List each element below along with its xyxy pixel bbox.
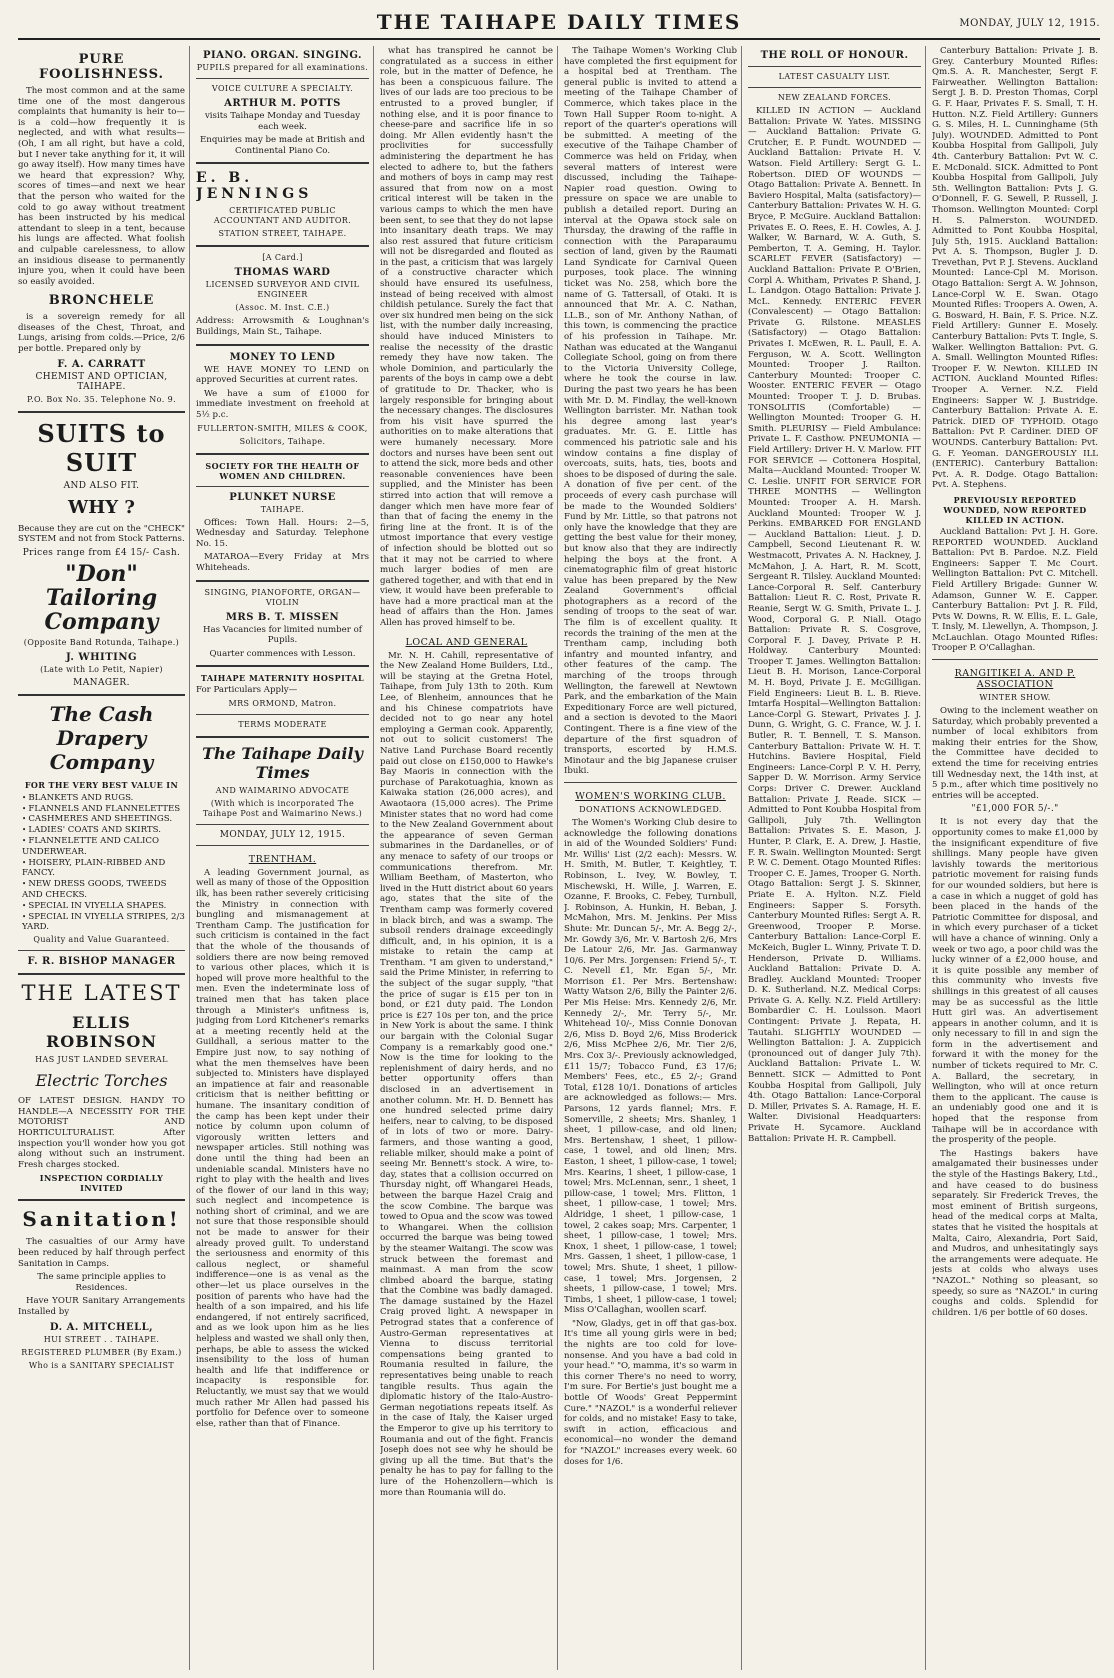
terms-moderate: TERMS MODERATE (238, 719, 327, 729)
local-general-heading: LOCAL AND GENERAL (405, 636, 528, 648)
columns (18, 46, 1100, 1670)
local-general-body: Mr. N. H. Cahill, representative of the New Zealand Home Builders, Ltd., will be staying at the Gretna Hotel, Taihape, from July 13th to 20th. Kum Lee, of Blenheim, announces that he and his Chinese compatriots have decided not to go near any hotel employing a German cook. Apparently, not out to solicit customers! The Native Land Purchase Board recently paid out close on £150,000 to Hawke's Bay Maoris in connection with the purchase of Parakotuaghia, known as Kaiwaka station (26,000 acres), and Awaotaora (15,000 acres). The Prime Minister states that no word had come to the New Zealand Government about the appearance of seven German submarines in the Dardanelles, or of any menace to safety of our troops or communications therefrom. Mr. William Beetham, of Masterton, who lived in the Hutt district about 60 years ago, states that the site of the Trentham camp was formerly covered in black birch, and was a swamp. The subsoil renders drainage exceedingly difficult, and, in his opinion, it is a mistake to retain the camp at Trentham. "I am given to understand," said the Prime Minister, in referring to the subject of the sugar supply, "that the price of sugar is £15 per ton in bond, or £21 duty paid. The London price is £27 10s per ton, and the price in New York is about the same. I think our bargain with the Colonial Sugar Company is a remarkably good one." Now is the time for looking to the replenishment of dairy herds, and no better opportunity offers than disclosed in an advertisement in another column. Mr. H. D. Bennett has one hundred selected prime dairy heifers, near to calving, to be disposed of in lots of two or more. Dairy-farmers, and those wanting a good, reliable milker, should make a point of seeing Mr. Bennett's stock. A wire, to-day, states that a collision occurred on Thursday night, off Whangarei Heads, between the barque Hazel Craig and the scow Combine. The barque was towed to Opua and the scow was towed to Whangarei. When the collision occurred the barque was being towed by the steamer Waitangi. The scow was struck between the foremast and mainmast. A man from the scow climbed aboard the barque, stating that the Combine was badly damaged. The damage sustained by the Hazel Craig proved light. A newspaper in Petrograd states that a conference of Austro-German representatives at Vienna to discuss territorial compensations being granted to Roumania resulted in failure, the representatives being unable to reach tangible results. Thus again the diplomatic history of the Italo-Austro-German negotiations repeats itself. As in the case of Italy, the Kaiser urged the Emperor to give up his territory to Roumania and out of the fight. Francis Joseph does not see why he should be giving up all the time. But that's the penalty he has to pay for falling to the lure of the Hohenzollern—which is more than Roumania will do. (380, 650, 553, 1498)
card-label: [A Card.] (262, 253, 303, 263)
electric-torches-body: OF LATEST DESIGN. HANDY TO HANDLE—A NECESSITY FOR THE MOTORIST AND HORTICULTURALIST. After inspection you'll wonder how you got along without such an instrument. Fresh charges stocked. (18, 1096, 185, 1170)
hastings-body: The Hastings bakers have amalgamated their businesses under the style of the Hastings Bakery, Ltd., and have ceased to do business separately. Sir Frederick Treves, the most eminent of British surgeons, head of the medical corps at Malta, states that he visited the hospitals at Malta, Cairo, Alexandria, Port Said, and Mudros, and unhesitatingly says the arrangements were adequate. He jests at colds who always uses "NAZOL." Nothing so pleasant, so speedy, so sure as "NAZOL" in curing coughs and colds. Splendid for children. 1/6 per bottle of 60 doses. (932, 1148, 1098, 1318)
trentham-body: A leading Government journal, as well as many of those of the Opposition ilk, has been rather severely criticising the Ministry in connection with bungling and mismanagement at Trentham Camp. The justification for such criticism is contained in the fact that the whole of the thousands of soldiers there are now being removed to various other places, which it is hoped will prove more healthful to the men. Even the indeterminate loss of trained men that has taken place through a Minister's unfitness is, judging from Lord Kitchener's remarks at a meeting recently held at the Guildhall, a serious matter to the Empire just now, to say nothing of what the men themselves have been subjected to. Ministers have displayed an impatience at fair and reasonable criticism that is neither befitting or humane. The insanitary condition of the camp has been kept under their notice by column upon column of vigorously written letters and newspaper articles. Still nothing was done until the thing had been an undeniable scandal. Ministers have no right to play with the health and lives of the flower of our land in this way; such neglect and incompetence is nothing short of criminal, and we are not sure that those responsible should not be made to answer for their already proved guilt. To understand the seriousness and enormity of this callous neglect, or shameful indifference—one is as venal as the other—let us place ourselves in the position of parents who have had the health of a son impaired, and his life endangered, if not entirely sacrificed, and as we look upon him as he lies helpless and wasted we shall only then, perhaps, be able to assess the wicked insensibility to the loss of human health and life that indifference or incapacity is responsible for. Reluctantly, we must say that we would much rather Mr Allen had passed his portfolio for Defence over to someone else, rather than that of Finance. (196, 867, 369, 1429)
column-3 (380, 46, 558, 1670)
list-item: • BLANKETS AND RUGS. (18, 793, 185, 804)
divider (196, 580, 369, 582)
divider (748, 87, 921, 88)
suits-prices: Prices range from £4 15/- Cash. (22, 547, 181, 558)
plunket-mataroa: MATAROA—Every Friday at Mrs Whiteheads. (196, 552, 369, 573)
ward-assoc: (Assoc. M. Inst. C.E.) (235, 303, 330, 313)
sanitation-heading: Sanitation! (22, 1207, 181, 1232)
list-item: • HOISERY, PLAIN-RIBBED AND FANCY. (18, 858, 185, 880)
mitchell-street: HUI STREET . . TAIHAPE. (43, 1334, 160, 1344)
previously-reported-body: Auckland Battalion: Pvt J. H. Gore. REPORTED WOUNDED. Auckland Battalion: Pvt B. Pardoe. N.Z. Field Engineers: Sapper T. Mc Court. Wellington Battalion: Pvt C. Mitchell. Field Artillery Brigade: Gunner W. Adamson, Gunner W. E. Capper. Canterbury Battalion: Pvt J. R. Fild, Pvts W. Downs, R. W. Ellis, E. L. Gale, T. Insly, M. Llewellyn, A. Thompson, J. McLauchlan. Otago Mounted Rifles: Trooper P. O'Callaghan. (932, 526, 1098, 654)
sanitation-body-3: Have YOUR Sanitary Arrangements Installed by (18, 1296, 185, 1317)
nazol-verse: "Now, Gladys, get in off that gas-box. It's time all young girls were in bed; the nights are too cold for love-nonsense. And you have a bad cold in your head." "O, mamma, it's so warm in this corner There's no need to worry, I'm sure. For Bertie's just bought me a bottle Of Woods' Great Peppermint Cure." "NAZOL" is a wonderful reliever for colds, and no mistake! Easy to take, swift in action, efficacious and economical—no wonder the demand for "NAZOL" increases every week. 60 doses for 1/6. (564, 1318, 737, 1467)
money-firm: FULLERTON-SMITH, MILES & COOK, (197, 423, 368, 433)
missen-name: MRS B. T. MISSEN (225, 611, 340, 623)
roll-of-honour-body: KILLED IN ACTION — Auckland Battalion: Private W. Yates. MISSING — Auckland Battalion: Private G. Crutcher, E. P. Fundt. WOUNDED — Auckland Battalion: Private H. V. Watson. Field Artillery: Sergt G. L. Robertson. DIED OF WOUNDS — Otago Battalion: Private A. Bennett. In Baviero Hospital, Malta (satisfactory)—Canterbury Battalion: Privates W. H. G. Bryce, P. McGuire. Auckland Battalion: Privates E. O. Rees, E. H. Cowles, A. J. Walker, W. Barnard, W. A. Guth, S. Pemberton, T. A. Geming, H. Taylor. SCARLET FEVER (Satisfactory) — Auckland Battalion: Private P. O'Brien, Corpl A. Whitham, Privates P. Shand, J. L. Landgon. Otago Battalion: Private J. McL. Kennedy. ENTERIC FEVER (Convalescent) — Otago Battalion: Private G. Rilstone. MEASLES (Satisfactory) — Otago Battalion: Privates I. McEwen, R. L. Paull, E. A. Ferguson, W. A. Scott. Wellington Mounted: Trooper J. Railton. Canterbury Mounted: Trooper C. Wooster. ENTERIC FEVER — Otago Mounted: Trooper T. J. D. Brubas. TONSOLITIS (Comfortable) — Wellington Mounted: Trooper G. H. Smith. PLEURISY — Field Ambulance: Private L. F. Casthow. PNEUMONIA — Field Artillery: Driver H. V. Marlow. FIT FOR SERVICE — Cottonera Hospital, Malta—Auckland Mounted: Trooper W. C. Leslie. UNFIT FOR SERVICE FOR THREE MONTHS — Wellington Mounted: Trooper A. H. Marsh. Auckland Mounted: Trooper W. J. Perkins. EMBARKED FOR ENGLAND — Auckland Battalion: Lieut. J. D. Campbell, Second Lieutenant R. W. Westmacott, Privates A. N. Hackney, J. McMahon, J. A. Hart, R. M. Scott, Sergeant R. Tilsley. Auckland Mounted: Lance-Corporal R. Self. Canterbury Battalion: Lieut R. C. Rost, Private R. Reanie, Sergt W. G. Smith, Private L. J. Wood, Corporal G. P. Niall. Otago Battalion: Private R. S. Cosgrove, Corporal F. J. Davey, Private P. H. Holdway. Canterbury Mounted: Trooper T. James. Wellington Battalion: Lieut B. H. Morison, Lance-Corporal M. H. Boyd, Private J. E. McGilligan. Field Engineers: Lieut B. L. B. Rieve. Imtarfa Hospital—Wellington Battalion: Lance-Corpl G. Stewart, Privates J. J. Dunn, G. Wright, G. C. France, W. J. I. Butler, R. T. Bennell, T. S. Manson. Canterbury Battalion: Private W. H. T. Hutchins. Baviere Hospital, Field Engineers: Lance-Corpl P. V. H. Perry, Sapper D. W. Morrison. Army Service Corps: Driver C. Drewer. Auckland Battalion: Private J. Reade. SICK — Admitted to Pont Koubba Hospital from Gallipoli, July 7th. Wellington Battalion: Privates S. E. Mason, J. Hunter, P. Clark, E. A. Drew, J. Hastie, F. R. Swain. Wellington Mounted: Sergt P. W. C. Dement. Otago Mounted Rifles: Trooper C. E. James, Trooper G. North. Otago Battalion: Sergt J. S. Skinner, Priate E. A. Hylton. N.Z. Field Engineers: Sapper S. Forsyth. Canterbury Mounted Rifles: Sergt A. R. Greenwood, Trooper P. Morse. Canterbury Battalion: Lance-Corpl E. McKeich, Bugler L. Winny, Private T. D. Henderson, Private D. Williams. Auckland Battalion: Private D. A. Bradley. Auckland Mounted: Trooper D. K. Sutherland. N.Z. Medical Corps: Private G. A. Kelly. N.Z. Field Artillery: Bombardier C. H. Loulsson. Maori Contingent: Private J. Repata, H. Tautahi. SLIGHTLY WOUNDED — Wellington Battalion: J. A. Zuppicich (pronounced out of danger July 7th). Auckland Battalion: Private L. W. Bennett. SICK — Admitted to Pont Koubba Hospital from Gallipoli, July 4th. Otago Battalion: Lance-Corporal D. Miller, Privates S. A. Ramage, H. E. Walter. Divisional Headquarters: Private H. Sycamore. Auckland Battalion: Private H. R. Campbell. (748, 106, 921, 1144)
money-body-1: WE HAVE MONEY TO LEND on approved Securities at current rates. (196, 364, 369, 386)
divider (196, 344, 369, 346)
paper-advocate: AND WAIMARINO ADVOCATE (215, 785, 350, 795)
mitchell-role: REGISTERED PLUMBER (By Exam.) (21, 1347, 182, 1357)
roll-of-honour-heading: THE ROLL OF HONOUR. (760, 50, 909, 61)
the-latest-heading: THE LATEST (21, 981, 182, 1006)
ellis-robinson-sub: HAS JUST LANDED SEVERAL (35, 1055, 168, 1065)
newspaper-title: THE TAIHAPE DAILY TIMES (376, 10, 742, 34)
maternity-heading: TAIHAPE MATERNITY HOSPITAL (200, 673, 365, 684)
nz-forces: NEW ZEALAND FORCES. (777, 93, 892, 102)
latest-casualty-list: LATEST CASUALTY LIST. (778, 72, 891, 81)
rangitikei-heading: RANGITIKEI A. AND P. ASSOCIATION (954, 668, 1076, 691)
sanitation-body-2: The same principle applies to Residences. (37, 1272, 166, 1293)
divider (564, 782, 737, 783)
prize-body: It is not every day that the opportunity comes to make £1,000 by the insignificant expenditure of five shillings. Many people have given lavishly towards the meritorious patriotic movement for raising funds for our wounded soldiers, but here is a case in which a nugget of gold has been placed in the hands of the Patriotic Committee for disposal, and in which every purchaser of a ticket will have a chance of winning. Only a week or two ago, a poor child was the lucky winner of a £2,000 house, and it is quite possible any member of this community who invests five shillings in this greatest of all causes may be as successful as the little Hutt girl was. An advertisement appears in another column, and it is only necessary to fill in and sign the form in the advertisement and forward it with the money for the number of tickets required to Mr. C. A. Ballard, the secretary, in Wellington, who will at once return them to the applicant. The cause is an undeniably good one and it is hoped that the response from Taihape will be in accordance with the prosperity of the people. (932, 817, 1098, 1146)
why-heading: WHY ? (68, 496, 135, 518)
missen-quarter: Quarter commences with Lesson. (209, 648, 356, 659)
list-item: • CASHMERES AND SHEETINGS. (18, 814, 185, 825)
money-heading: MONEY TO LEND (229, 351, 336, 363)
ward-address: Address: Arrowsmith & Loughnan's Buildings, Main St., Taihape. (196, 316, 369, 337)
list-item: • SPECIAL IN VIYELLA STRIPES, 2/3 YARD. (18, 912, 185, 934)
trentham-continued: what has transpired he cannot be congratulated as a success in either role, but in the matter of Defence, he has been a conspicuous failure. The lives of our lads are too precious to be entrusted to a proved bungler, if nothing else, and it is poor finance to cheese-pare and sacrifice life in so doing. Mr Allen evidently hasn't the proclivities for successfully administering the department he has elected to adhere to, but the fathers and mothers of boys in camp may rest assured that from now on a most critical interest will be taken in the various camps to which the men have been sent, to see that they do not lapse into insanitary death traps. We may also rest assured that future criticism will not be disregarded and flouted as in the past, a criticism that was largely of a constructive character which should have ensured its usefulness, instead of being received with almost childish petulance. Surely the fact that over six hundred men being on the sick list, with the number daily increasing, should have induced Ministers to realise the necessity of the drastic remedy they have now taken. The whole Dominion, and particularly the parents of the boys in camp owe a debt of gratitude to Dr. Thacker, who is largely responsible for bringing about the necessary changes. The disclosures from his visit have spurred the authorities on to make alterations that were humanely necessary. More doctors and nurses have been sent out to attend the sick, more beds and other reasonable conveniences have been supplied, and the Minister has been stirred into action that will remove a danger which men have more fear of than that of facing the enemy in the firing line at the front. It is of the utmost importance that every vestige of infection should be blotted out so that it may not be carried to where much larger bodies of men are gathered together, and with that end in view, it would have been preferable to have had a more practical man at the head of affairs than the Hon. James Allen has proved himself to be. (380, 46, 553, 629)
suits-ad-subtitle: AND ALSO FIT. (63, 480, 140, 491)
divider (196, 78, 369, 79)
ward-name: THOMAS WARD (234, 267, 331, 279)
divider (196, 162, 369, 164)
womens-club-body: The Women's Working Club desire to acknowledge the following donations in aid of the Wounded Soldiers' Fund: Mr. Willis' List (2/2 each): Messrs. W. H. Smith, M. Butler, T. Keightley, T. Robinson, L. Ivey, W. Bowley, T. Mischewski, H. Wille, J. Warren, E. Ozanne, F. Brooks, C. Febey, Turnbull, J. Robinson, A. Hunkin, H. Beban, J. McMahon, Mrs. M. Jenkins. Per Miss Shute: Mr. Duncan 5/-, Mr. A. Begg 2/-, Mr. Gowdy 3/6, Mr. V. Bartosh 2/6, Mrs De Latour 2/6, Mr. Jas. Garmanway 10/6. Per Mrs. Jorgensen: Friend 5/-, T. C. Nevell £1, Mr. Egan 5/-, Mr. Morrison £1. Per Mrs. Bertenshaw: Watty Watson 2/6, Billy the Painter 2/6. Per Mis Heise: Mrs. Kennedy 2/6, Mr. Kennedy 2/-, Mr. Terry 5/-, Mr. Whitehead 10/-, Miss Connie Donovan 2/6, Miss D. Boyd 2/6, Miss Broderick 2/6, Miss McPhee 2/6, Mr. Tier 2/6, Mrs. Cox 3/-. Previously acknowledged, £11 15/7; Tobacco Fund, £3 17/6; Members' Fees, etc., £5 2/-; Grand Total, £128 10/1. Donations of articles are acknowledged as follows:— Mrs. Parsons, 12 yards flannel; Mrs. F. Somerville, 2 sheets; Mrs. Shanley, 1 sheet, 1 pillow-case, and old linen; Mrs. Bertenshaw, 1 sheet, 1 pillow-case, 1 towel, and old linen; Mrs. Easton, 1 sheet, 1 pillow-case, 1 towel; Mrs. Kearins, 1 sheet, 1 pillow-case, 1 towel; Mrs. McLennan, senr., 1 sheet, 1 pillow-case, 1 towel; Mrs. Flitton, 1 sheet, 1 pillow-case, 1 towel; Mrs. Aldridge, 1 sheet, 1 pillow-case, 1 towel, 2 cakes soap; Mrs. Carpenter, 1 sheet, 1 pillow-case, 1 towel; Mrs. Knox, 1 sheet, 1 pillow-case, 1 towel; Mrs. Gassen, 1 sheet, 1 pillow-case, 1 towel; Mrs. Shute, 1 sheet, 1 pillow-case, 1 towel; Mrs. Jorgensen, 2 sheets, 1 pillow-case, 1 towel; Mrs. Timbs, 1 sheet, 1 pillow-case, 1 towel; Miss O'Callaghan, woollen scarf. (564, 817, 737, 1316)
jennings-role: CERTIFICATED PUBLIC ACCOUNTANT AND AUDITOR. (213, 206, 352, 226)
suits-ad-title: SUITS to SUIT (37, 418, 166, 477)
mitchell-name: D. A. MITCHELL, (49, 1321, 154, 1333)
column-2 (196, 46, 374, 1670)
singing-heading: SINGING, PIANOFORTE, ORGAN—VIOLIN (204, 587, 361, 607)
roll-continued: Canterbury Battalion: Private J. B. Grey. Canterbury Mounted Rifles: Qm.S. A. R. Manchester, Sergt F. Fairweather. Wellington Battalion: Sergt J. B. D. Preston Thomas, Corpl G. F. Haar, Privates F. S. Small, T. H. Hutton. N.Z. Field Artillery: Gunners G. S. Miles, H. L. Cunninghame (5th July). WOUNDED. Admitted to Pont Koubba Hospital from Gallipoli, July 4th. Canterbury Battalion: Pvt W. C. E. McDonald. SICK. Admitted to Pont Koubba Hospital from Gallipoli, July 5th. Wellington Battalion: Pvts J. G. O'Donnell, F. G. Sewell, P. Russell, J. Thomson. Wellington Mounted: Corpl H. S. Palmerston. WOUNDED. Admitted to Pont Koubba Hospital, July 5th, 1915. Auckland Battalion: Pvt A. S. Thompson, Bugler J. D. Trevethan, Pvt P. J. Stevens. Auckland Mounted: Lance-Cpl M. Morison. Otago Battalion: Sergt A. W. Johnson, Lance-Corpl W. E. Swan. Otago Mounted Rifles: Troopers A. Owen, A. G. Bosward, H. Bain, F. S. Price. N.Z. Field Artillery: Gunner E. Mosely. Canterbury Battalion: Pvts T. Ingle, S. Walker. Wellington Battalion: Pvt. G. A. Small. Wellington Mounted Rifles: Trooper F. W. Newton. KILLED IN ACTION. Auckland Mounted Rifles: Trooper A. Verner. N.Z. Field Engineers: Sapper W. J. Bustridge. Canterbury Battalion: Private A. E. Patrick. DIED OF TYPHOID. Otago Battalion: Pvt P. Cardiner. DIED OF WOUNDS. Canterbury Battalion: Pvt. G. F. Yeoman. DANGEROUSLY ILL (ENTERIC). Canterbury Battalion: Pvt. A. R. Dodge. Otago Battalion: Pvt. A. Stephens. (932, 46, 1098, 491)
divider (196, 486, 369, 487)
womens-club-heading: WOMEN'S WORKING CLUB. (575, 790, 726, 802)
previously-reported-heading: PREVIOUSLY REPORTED WOUNDED, NOW REPORTED KILLED IN ACTION. (943, 494, 1087, 525)
plunket-body: Offices: Town Hall. Hours: 2—5, Wednesday and Saturday. Telephone No. 15. (196, 517, 369, 549)
pure-foolishness-heading: PURE FOOLISHNESS. (38, 52, 165, 82)
bronchele-body: is a sovereign remedy for all diseases of the Chest, Throat, and Lungs, arising from colds.—Price, 2/6 per bottle. Prepared only by (18, 312, 185, 355)
jennings-address: STATION STREET, TAIHAPE. (218, 229, 347, 239)
paper-incorporated: (With which is incorporated The Taihape Post and Waimarino News.) (202, 798, 363, 818)
column-4 (564, 46, 742, 1670)
divider (196, 665, 369, 667)
maternity-matron: MRS ORMOND, Matron. (228, 698, 337, 708)
cash-drapery-quality: Quality and Value Guaranteed. (33, 935, 170, 945)
rangitikei-body: Owing to the inclement weather on Saturday, which probably prevented a number of local exhibitors from making their entries for the Show, the Committee have decided to extend the time for receiving entries till Wednesday next, the 14th inst, at 5 p.m., after which time positively no entries will be accepted. (932, 706, 1098, 801)
carratt-name: F. A. CARRATT (57, 358, 146, 370)
carratt-role: CHEMIST AND OPTICIAN, TAIHAPE. (35, 371, 168, 392)
whiting-late: (Late with Lo Petit, Napier) (40, 664, 163, 674)
divider (18, 1199, 185, 1201)
local-general-continued: The Taihape Women's Working Club have completed the first equipment for a hospital bed at Trentham. The general public is invited to attend a meeting of the Taihape Chamber of Commerce, which takes place in the Town Hall Supper Room to-night. A report of the quarter's operations will be submitted. A meeting of the executive of the Taihape Chamber of Commerce was held on Friday, when several matters of interest were discussed, including the Taihape-Napier road question. Owing to pressure on space we are unable to publish a detailed report. During an interval at the Opawa stock sale on Thursday, the drawing of the raffle in connection with the Paraparaumu section of land, given by the Raumati Land Syndicate for Carnival Queen purposes, took place. The winning ticket was No. 258, which bore the name of G. Tattersall, of Otaki. It is announced that Mr. A. C. Nathan, LL.B., son of Mr. Anthony Nathan, of this town, is commencing the practice of his profession in Taihape. Mr. Nathan was educated at the Wanganui Collegiate School, going on from there to the Victoria University College, where he took the course in law. During the past two years he has been with Mr. D. M. Findlay, the well-known Wellington barrister. Mr. Nathan took his degree among last year's graduates. Mr. G. E. Little has commenced his patriotic sale and his window contains a fine display of overcoats, suits, hats, ties, boots and shoes to be disposed of during the sale. A donation of five per cent. of the proceeds of every cash purchase will be made to the Wounded Soldiers' Fund by Mr. Little, so that patrons not only have the knowledge that they are getting the best value for their money, but know also that they are indirectly helping the boys at the front. A cinematographic film of great historic value has been prepared by the New Zealand Government's official photographers as a record of the sending of troops to the seat of war. The film is of excellent quality. It records the training of the men at the Trentham camp, including both infantry and mounted infantry, and other features of the camp. The marching of the troops through Wellington, the farewell at Newtown Park, and the embarkation of the Main Expeditionary Force are well pictured, and a section is devoted to the Maori Contingent. There is a fine view of the departure of the first squadron of transports, escorted by H.M.S. Minotaur and the big Japanese cruiser Ibuki. (564, 46, 737, 777)
list-item: • FLANNELETTE AND CALICO UNDERWEAR. (18, 836, 185, 858)
voice-culture: VOICE CULTURE A SPECIALTY. (211, 84, 354, 93)
column-6 (932, 46, 1102, 1670)
society-heading: SOCIETY FOR THE HEALTH OF WOMEN AND CHILDREN. (205, 460, 360, 481)
carratt-contact: P.O. Box No. 35. Telephone No. 9. (26, 394, 177, 404)
trentham-heading: TRENTHAM. (248, 853, 317, 865)
plunket-town: TAIHAPE. (260, 504, 305, 514)
list-item: • LADIES' COATS AND SKIRTS. (18, 825, 185, 836)
potts-name: ARTHUR M. POTTS (224, 98, 341, 109)
cash-drapery-manager: F. R. BISHOP MANAGER (27, 956, 176, 968)
cash-drapery-for: FOR THE VERY BEST VALUE IN (24, 779, 179, 790)
cash-drapery-title: The Cash Drapery Company (49, 701, 154, 774)
column-5 (748, 46, 926, 1670)
divider (196, 824, 369, 825)
piano-sub: PUPILS prepared for all examinations. (196, 63, 369, 72)
divider (196, 245, 369, 247)
divider (18, 694, 185, 696)
divider (196, 845, 369, 846)
divider (18, 411, 185, 413)
divider (748, 66, 921, 67)
electric-torches-heading: Electric Torches (35, 1071, 168, 1091)
column-1 (18, 46, 190, 1670)
pure-foolishness-body: The most common and at the same time one of the most dangerous complaints that humanity is heir to—is a cold—how frequently it is neglected, and with what results—(Oh, I am all right, but have a cold, but I never take anything for it, it will go away itself). How many times have we heard that expression? Why, scores of times—and next we hear that the person who waited for the cold to go away without treatment has been instructed by his medical attendant to sleep in a tent, because his lungs are affected. What foolish and culpable carelessness, to allow an insidious disease to permanently injure you, when it could have been so easily avoided. (18, 86, 185, 287)
potts-body: visits Taihape Monday and Tuesday each week. (204, 111, 361, 132)
mitchell-specialist: Who is a SANITARY SPECIALIST (28, 1360, 175, 1370)
list-item: • NEW DRESS GOODS, TWEEDS AND CHECKS. (18, 879, 185, 901)
divider (18, 973, 185, 975)
divider (196, 714, 369, 715)
prize-heading: "£1,000 FOR 5/-." (971, 804, 1059, 815)
whiting-name: J. WHITING (65, 651, 138, 663)
winter-show: WINTER SHOW. (979, 693, 1051, 703)
divider (18, 950, 185, 951)
piano-heading: PIANO. ORGAN. SINGING. (202, 50, 363, 61)
missen-body: Has Vacancies for limited number of Pupils. (203, 624, 362, 646)
cash-drapery-list (18, 793, 185, 933)
list-item: • SPECIAL IN VIYELLA SHAPES. (18, 901, 185, 912)
list-item: • FLANNELS AND FLANNELETTES (18, 804, 185, 815)
paper-title: The Taihape Daily Times (202, 743, 363, 782)
ellis-robinson-name: ELLIS ROBINSON (46, 1013, 157, 1052)
issue-date: MONDAY, JULY 12, 1915. (959, 18, 1100, 29)
bronchele-heading: BRONCHELE (48, 293, 155, 309)
sanitation-body-1: The casualties of our Army have been reduced by half through perfect Sanitation in Camps. (18, 1237, 185, 1269)
don-tailoring-title: "Don" Tailoring Company (44, 560, 159, 635)
money-body-2: We have a sum of £1000 for immediate investment on freehold at 5½ p.c. (196, 388, 369, 420)
plunket-heading: PLUNKET NURSE (229, 491, 336, 503)
why-body: Because they are cut on the "CHECK" SYSTEM and not from Stock Patterns. (18, 523, 185, 545)
inspection-invited: INSPECTION CORDIALLY INVITED (39, 1173, 164, 1194)
maternity-particulars: For Particulars Apply— (196, 685, 298, 696)
date-line: MONDAY, JULY 12, 1915. (219, 829, 346, 840)
womens-club-subheading: DONATIONS ACKNOWLEDGED. (579, 804, 722, 814)
divider (196, 736, 369, 738)
whiting-role: MANAGER. (73, 677, 130, 688)
don-tailoring-address: (Opposite Band Rotunda, Taihape.) (23, 637, 180, 647)
money-solicitors: Solicitors, Taihape. (239, 436, 326, 446)
ward-role: LICENSED SURVEYOR AND CIVIL ENGINEER (205, 280, 360, 300)
divider (196, 453, 369, 455)
masthead (18, 8, 1100, 40)
divider (932, 659, 1098, 660)
potts-enquiries: Enquiries may be made at British and Continental Piano Co. (200, 135, 365, 156)
jennings-name: E. B. JENNINGS (196, 170, 313, 203)
